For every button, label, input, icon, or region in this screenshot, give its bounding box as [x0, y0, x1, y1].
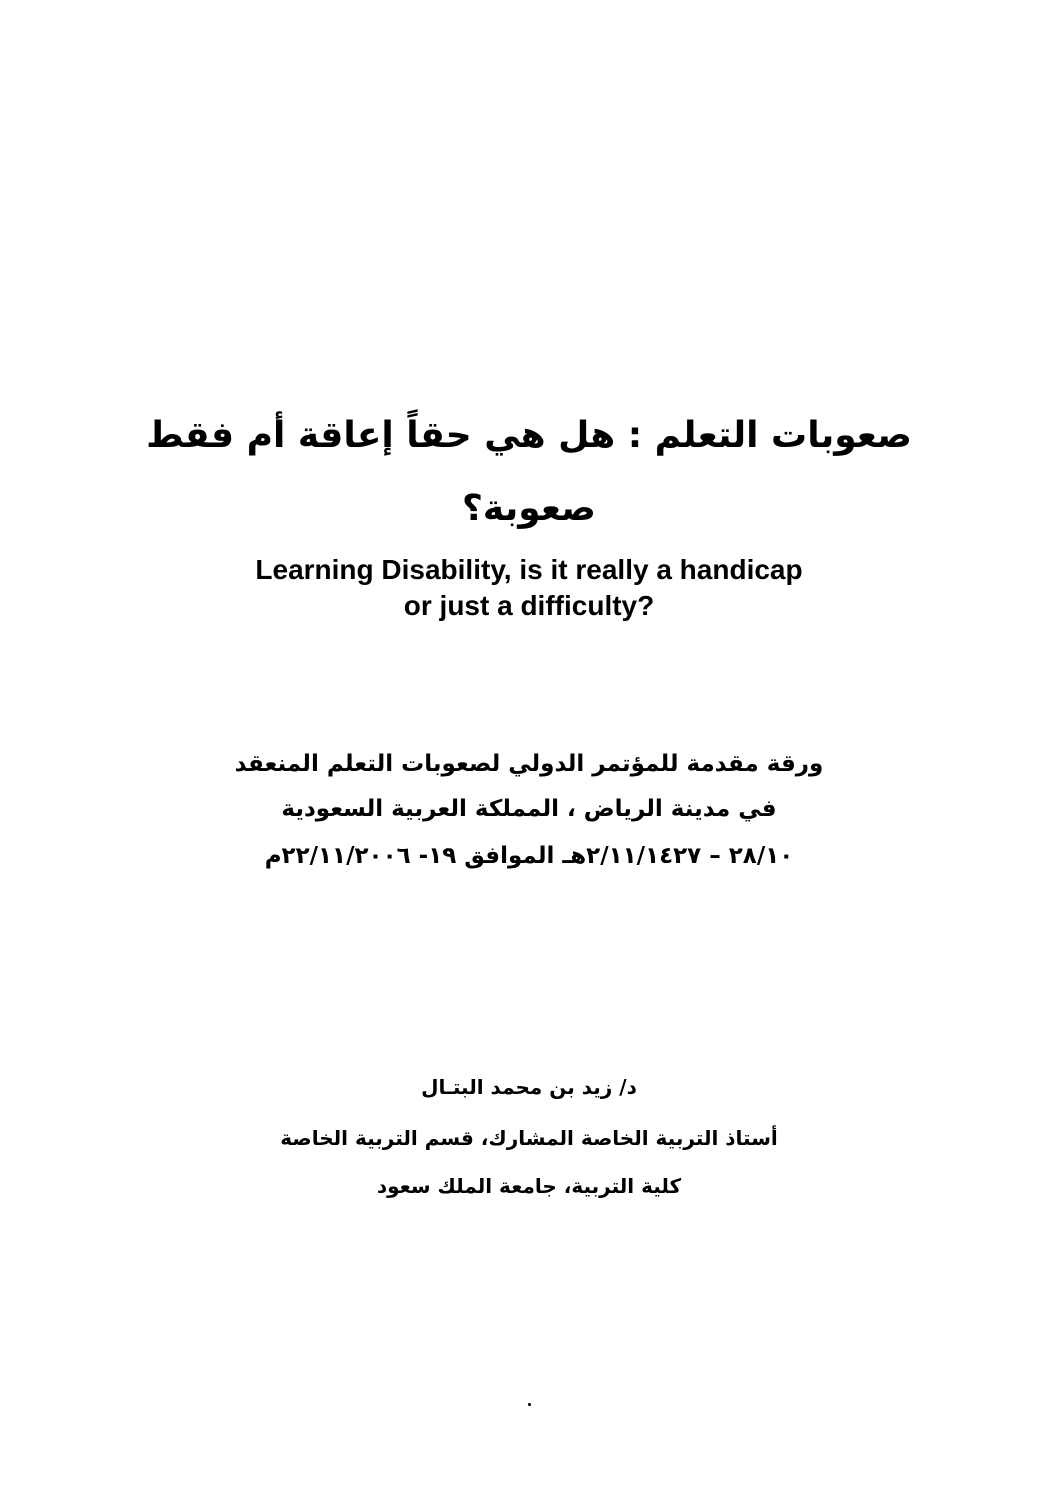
- english-title-line-1: Learning Disability, is it really a handicap: [255, 554, 803, 585]
- author-name: د/ زيد بن محمد البتـال: [421, 1075, 637, 1099]
- author-affiliation: كلية التربية، جامعة الملك سعود: [376, 1174, 682, 1198]
- author-position: أستاذ التربية الخاصة المشارك، قسم التربية الخاصة: [280, 1126, 778, 1150]
- arabic-title-line-1: صعوبات التعلم : هل هي حقاً إعاقة أم فقط: [146, 415, 912, 456]
- english-title-line-2: or just a difficulty?: [403, 590, 655, 621]
- arabic-title-line-2: صعوبة؟: [462, 488, 596, 529]
- page-mark-dot: [528, 1403, 531, 1406]
- conference-line-2: في مدينة الرياض ، المملكة العربية السعودية: [281, 796, 777, 822]
- conference-dates: ٢٨/١٠ – ٢/١١/١٤٢٧هـ الموافق ١٩- ٢٢/١١/٢٠٠٦م: [264, 843, 794, 869]
- conference-line-1: ورقة مقدمة للمؤتمر الدولي لصعوبات التعلم المنعقد: [234, 751, 824, 777]
